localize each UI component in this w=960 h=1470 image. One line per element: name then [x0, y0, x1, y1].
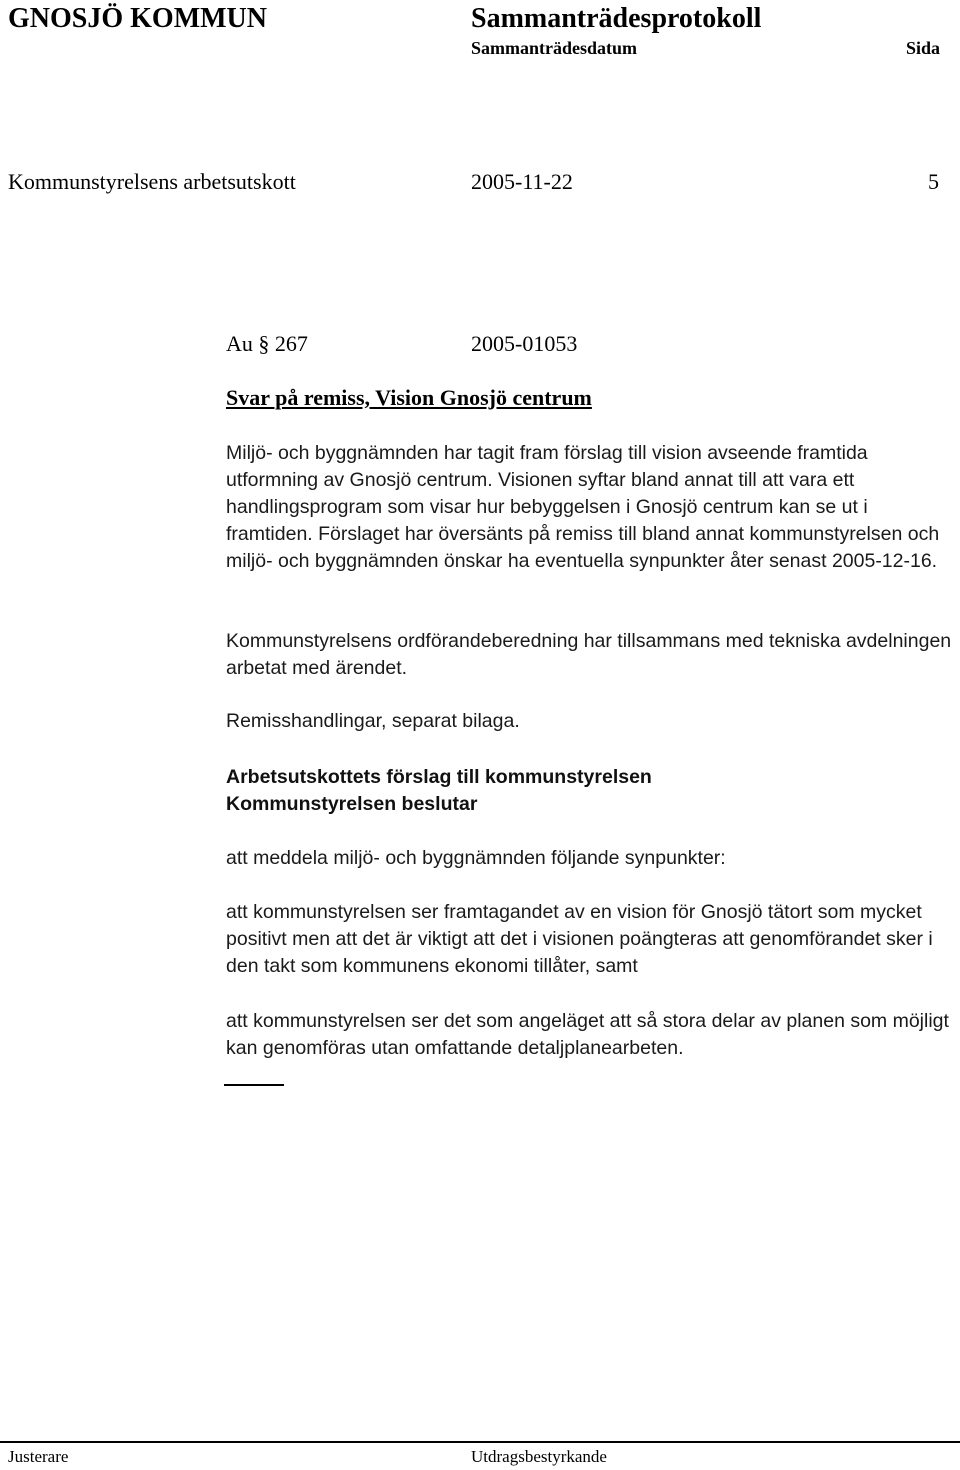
- page-number: 5: [928, 169, 939, 194]
- municipality-name: GNOSJÖ KOMMUN: [8, 3, 267, 34]
- decision-heading: Kommunstyrelsen beslutar: [226, 793, 478, 815]
- document-title: Sammanträdesprotokoll: [471, 3, 762, 34]
- decision-point-1: att kommunstyrelsen ser framtagandet av en vision för Gnosjö tätort som mycket positivt men att det är viktigt att det i visionen poängteras att genomförandet sker i den takt som kommunens ekonomi tillåter, samt: [226, 901, 933, 977]
- case-reference: 2005-01053: [471, 331, 578, 356]
- paragraph-preparation: Kommunstyrelsens ordförandeberedning har tillsammans med tekniska avdelningen arbetat med ärendet.: [226, 630, 952, 679]
- page-label: Sida: [905, 38, 940, 58]
- footer-adjuster-label: Justerare: [8, 1447, 69, 1466]
- section-title: Svar på remiss, Vision Gnosjö centrum: [226, 385, 592, 410]
- meeting-date-label: Sammanträdesdatum: [471, 38, 638, 58]
- meeting-body: Kommunstyrelsens arbetsutskott: [8, 169, 296, 194]
- decision-intro: att meddela miljö- och byggnämnden följande synpunkter:: [226, 847, 726, 869]
- proposal-heading: Arbetsutskottets förslag till kommunstyrelsen: [226, 766, 652, 788]
- case-number: Au § 267: [226, 331, 308, 356]
- meeting-date: 2005-11-22: [471, 169, 573, 194]
- footer-certification-label: Utdragsbestyrkande: [471, 1447, 607, 1466]
- footer-divider: [0, 1441, 960, 1443]
- decision-point-2: att kommunstyrelsen ser det som angeläget att så stora delar av planen som möjligt kan genomföras utan omfattande detaljplanearbeten.: [226, 1010, 949, 1059]
- paragraph-background: Miljö- och byggnämnden har tagit fram förslag till vision avseende framtida utformning av Gnosjö centrum. Visionen syftar bland annat till att vara ett handlingsprogram som visar hur bebyggelsen i Gnosjö centrum kan se ut i framtiden. Förslaget har översänts på remiss till bland annat kommunstyrelsen och miljö- och byggnämnden önskar ha eventuella synpunkter åter senast 2005-12-16.: [226, 442, 940, 572]
- paragraph-attachments: Remisshandlingar, separat bilaga.: [226, 710, 520, 732]
- section-end-rule: [224, 1084, 284, 1086]
